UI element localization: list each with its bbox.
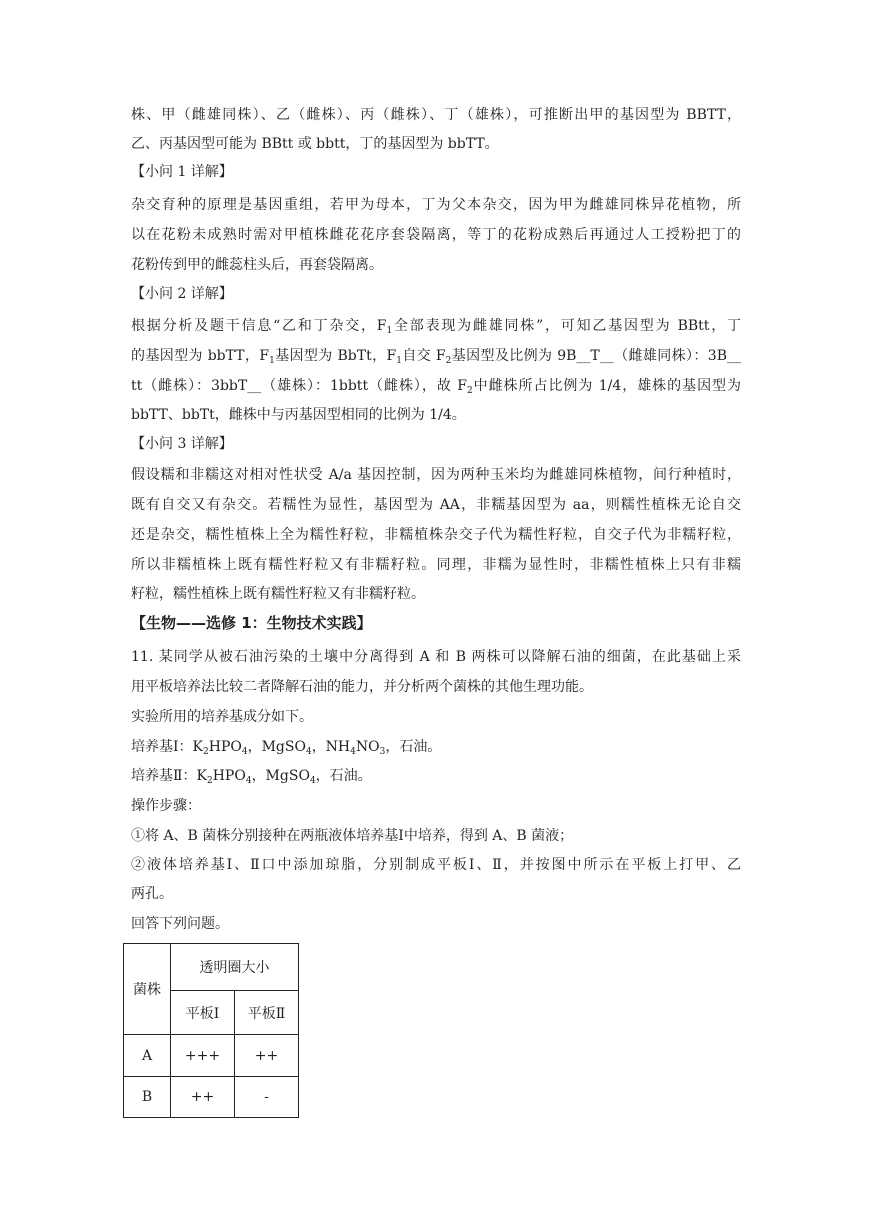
table-row [124,1077,299,1118]
section-heading: 【生物——选修 1：生物技术实践】 [131,614,372,632]
subquestion-heading: 【小问 3 详解】 [131,436,233,452]
text-line: 回答下列问题。 [131,916,229,932]
question-text: 11. 某同学从被石油污染的土壤中分离得到 A 和 B 两株可以降解石油的细菌，在此基础上采 [131,649,741,665]
text-line: 既有自交又有杂交。若糯性为显性，基因型为 AA，非糯基因型为 aa，则糯性植株无论自交 [131,497,741,513]
plate-1-cell: ++ [171,1077,235,1118]
text-line: 根据分析及题干信息“乙和丁杂交，$F_1$全部表现为雌雄同株”，可知乙基因型为 BBtt，丁 [131,318,741,336]
plate-2-header: 平板Ⅱ [235,991,299,1035]
subquestion-heading: 【小问 2 详解】 [131,286,233,302]
text-line: 乙、丙基因型可能为 BBtt 或 bbtt，丁的基因型为 bbTT。 [131,136,499,152]
text-line: 花粉传到甲的雌蕊柱头后，再套袋隔离。 [131,257,383,273]
medium-2-composition: 培养基Ⅱ：$K_2HPO_4$，MgSO$_4$，石油。 [131,768,372,786]
plate-2-cell: ++ [235,1035,299,1077]
text-line: 的基因型为 bbTT，$F_1$基因型为 BbTt，$F_1$自交 $F_2$基因型及比例为 9B__T__（雌雄同株）：3B__ [131,348,741,366]
strain-header: 菌株 [124,944,171,1035]
text-line: 株、甲（雌雄同株）、乙（雌株）、丙（雌株）、丁（雄株），可推断出甲的基因型为 BBTT， [131,107,741,123]
medium-1-composition: 培养基Ⅰ：$K_2HPO_4$，MgSO$_4$，$NH_4NO_3$，石油。 [131,739,442,757]
text-line: 两孔。 [131,886,173,902]
clear-zone-header: 透明圈大小 [171,944,299,991]
text-line: 籽粒，糯性植株上既有糯性籽粒又有非糯籽粒。 [131,586,425,602]
text-line: 实验所用的培养基成分如下。 [131,709,313,725]
text-line: 假设糯和非糯这对相对性状受 A/a 基因控制，因为两种玉米均为雌雄同株植物，间行种植时， [131,467,741,483]
strain-cell: B [124,1077,171,1118]
strain-cell: A [124,1035,171,1077]
text-line: 操作步骤： [131,798,201,814]
table-row [124,1035,299,1077]
plate-1-header: 平板Ⅰ [171,991,235,1035]
plate-1-cell: +++ [171,1035,235,1077]
question-text: 用平板培养法比较二者降解石油的能力，并分析两个菌株的其他生理功能。 [131,679,593,695]
text-line: 还是杂交，糯性植株上全为糯性籽粒，非糯植株杂交子代为糯性籽粒，自交子代为非糯籽粒， [131,527,741,543]
text-line: tt（雌株）：3bbT__（雄株）：1bbtt（雌株），故 $F_2$中雌株所占比例为 1/4，雄株的基因型为 [131,378,741,396]
text-line: 以在花粉未成熟时需对甲植株雌花花序套袋隔离，等丁的花粉成熟后再通过人工授粉把丁的 [131,227,741,243]
step-2: ②液体培养基Ⅰ、Ⅱ口中添加琼脂，分别制成平板Ⅰ、Ⅱ，并按图中所示在平板上打甲、乙 [131,857,741,873]
plate-2-cell: - [235,1077,299,1118]
text-line: 所以非糯植株上既有糯性籽粒又有非糯籽粒。同理，非糯为显性时，非糯性植株上只有非糯 [131,557,741,573]
text-line: 杂交育种的原理是基因重组，若甲为母本，丁为父本杂交，因为甲为雌雄同株异花植物，所 [131,197,741,213]
results-table [123,943,299,1118]
subquestion-heading: 【小问 1 详解】 [131,164,233,180]
text-line: bbTT、bbTt，雌株中与丙基因型相同的比例为 1/4。 [131,407,466,423]
step-1: ①将 A、B 菌株分别接种在两瓶液体培养基Ⅰ中培养，得到 A、B 菌液； [131,828,574,844]
